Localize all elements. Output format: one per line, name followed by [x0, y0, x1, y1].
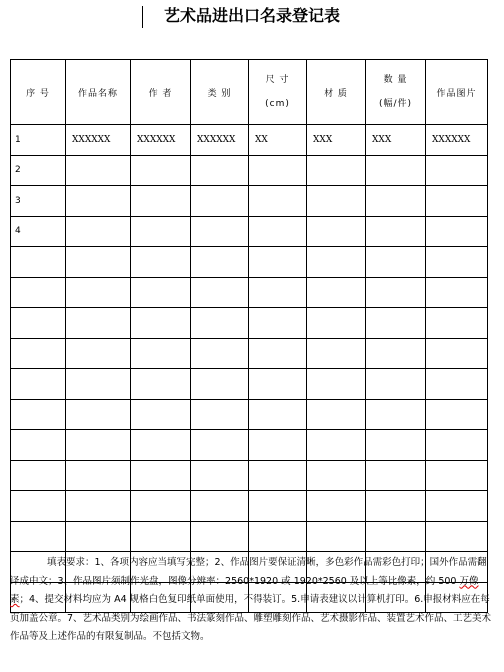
row-author-cell[interactable] — [131, 491, 191, 522]
row-material-cell[interactable] — [307, 430, 366, 461]
row-image-cell[interactable] — [426, 308, 488, 339]
form-title: 艺术品进出口名录登记表 — [163, 6, 340, 25]
table-row — [11, 460, 488, 491]
header-name: 作品名称 — [66, 60, 131, 125]
row-image-cell[interactable] — [426, 491, 488, 522]
row-seq-cell[interactable]: 4 — [11, 216, 66, 247]
row-size-cell[interactable] — [249, 430, 307, 461]
header-image: 作品图片 — [426, 60, 488, 125]
row-material-cell[interactable] — [307, 338, 366, 369]
row-name-cell[interactable] — [66, 338, 131, 369]
row-quantity-cell[interactable] — [366, 277, 426, 308]
row-category-cell[interactable] — [191, 216, 249, 247]
row-author-cell[interactable] — [131, 277, 191, 308]
table-row — [11, 247, 488, 278]
row-category-cell[interactable] — [191, 338, 249, 369]
row-quantity-cell[interactable] — [366, 247, 426, 278]
row-seq-cell[interactable] — [11, 369, 66, 400]
row-image-cell[interactable] — [426, 247, 488, 278]
row-image-cell[interactable] — [426, 521, 488, 552]
row-material-cell[interactable] — [307, 308, 366, 339]
row-category-cell[interactable] — [191, 399, 249, 430]
row-image-cell[interactable] — [426, 155, 488, 186]
row-name-cell[interactable] — [66, 491, 131, 522]
row-name-cell[interactable] — [66, 186, 131, 217]
row-seq-cell[interactable] — [11, 460, 66, 491]
row-seq-cell[interactable]: 3 — [11, 186, 66, 217]
row-category-cell[interactable] — [191, 186, 249, 217]
registration-table — [10, 59, 488, 613]
row-name-cell[interactable] — [66, 399, 131, 430]
row-image-cell[interactable] — [426, 277, 488, 308]
row-quantity-cell[interactable] — [366, 216, 426, 247]
table-row — [11, 155, 488, 186]
table-row — [11, 308, 488, 339]
row-author-cell[interactable]: XXXXXX — [131, 125, 191, 156]
header-category: 类 别 — [191, 60, 249, 125]
row-name-cell[interactable] — [66, 216, 131, 247]
form-instructions — [10, 554, 492, 647]
row-author-cell[interactable] — [131, 369, 191, 400]
row-seq-cell[interactable] — [11, 521, 66, 552]
row-seq-cell[interactable]: 2 — [11, 155, 66, 186]
table-row — [11, 125, 488, 156]
row-author-cell[interactable] — [131, 338, 191, 369]
row-quantity-cell[interactable] — [366, 460, 426, 491]
row-author-cell[interactable] — [131, 216, 191, 247]
row-author-cell[interactable] — [131, 155, 191, 186]
table-row — [11, 521, 488, 552]
row-category-cell[interactable] — [191, 521, 249, 552]
row-category-cell[interactable] — [191, 308, 249, 339]
row-material-cell[interactable] — [307, 186, 366, 217]
table-row — [11, 338, 488, 369]
table-row — [11, 277, 488, 308]
row-size-cell[interactable] — [249, 491, 307, 522]
row-author-cell[interactable] — [131, 460, 191, 491]
header-quantity — [366, 60, 426, 125]
table-row — [11, 399, 488, 430]
instructions-text-1: 填表要求：1、各项内容应当填写完整；2、作品图片要保证清晰，多色彩作品需彩色打印；国外作品需翻译成中文；3、作品图片须制作光盘，图像分辨率：2560*1920 或 1920*2560 及以上等比像素，约 500 — [10, 557, 487, 587]
table-row — [11, 186, 488, 217]
row-seq-cell[interactable] — [11, 430, 66, 461]
row-seq-cell[interactable]: 1 — [11, 125, 66, 156]
row-category-cell[interactable] — [191, 277, 249, 308]
instructions-underlined-term: 万像素 — [10, 575, 479, 605]
row-image-cell[interactable] — [426, 338, 488, 369]
row-name-cell[interactable] — [66, 247, 131, 278]
row-quantity-cell[interactable] — [366, 338, 426, 369]
header-seq: 序 号 — [11, 60, 66, 125]
row-category-cell[interactable] — [191, 460, 249, 491]
row-quantity-cell[interactable] — [366, 369, 426, 400]
row-material-cell[interactable] — [307, 155, 366, 186]
row-quantity-cell[interactable] — [366, 521, 426, 552]
text-cursor — [142, 6, 143, 28]
row-quantity-cell[interactable] — [366, 186, 426, 217]
row-name-cell[interactable] — [66, 308, 131, 339]
header-size-label: 尺 寸 — [265, 75, 290, 85]
row-image-cell[interactable]: XXXXXX — [426, 125, 488, 156]
row-author-cell[interactable] — [131, 521, 191, 552]
row-image-cell[interactable] — [426, 216, 488, 247]
row-category-cell[interactable]: XXXXXX — [191, 125, 249, 156]
row-size-cell[interactable] — [249, 369, 307, 400]
row-size-cell[interactable] — [249, 399, 307, 430]
row-material-cell[interactable] — [307, 491, 366, 522]
row-name-cell[interactable] — [66, 277, 131, 308]
row-image-cell[interactable] — [426, 430, 488, 461]
header-quantity-label: 数 量 — [383, 75, 408, 85]
row-seq-cell[interactable] — [11, 338, 66, 369]
row-author-cell[interactable] — [131, 430, 191, 461]
row-size-cell[interactable] — [249, 186, 307, 217]
row-material-cell[interactable] — [307, 521, 366, 552]
row-size-cell[interactable] — [249, 460, 307, 491]
row-image-cell[interactable] — [426, 460, 488, 491]
row-image-cell[interactable] — [426, 369, 488, 400]
row-size-cell[interactable]: XX — [249, 125, 307, 156]
row-material-cell[interactable] — [307, 369, 366, 400]
row-material-cell[interactable] — [307, 460, 366, 491]
row-material-cell[interactable] — [307, 216, 366, 247]
table-row — [11, 430, 488, 461]
row-material-cell[interactable] — [307, 277, 366, 308]
row-seq-cell[interactable] — [11, 308, 66, 339]
row-author-cell[interactable] — [131, 186, 191, 217]
row-seq-cell[interactable] — [11, 247, 66, 278]
row-size-cell[interactable] — [249, 308, 307, 339]
row-size-cell[interactable] — [249, 216, 307, 247]
row-seq-cell[interactable] — [11, 277, 66, 308]
table-row — [11, 491, 488, 522]
header-quantity-unit: (幅/件) — [378, 99, 413, 109]
row-name-cell[interactable] — [66, 155, 131, 186]
row-quantity-cell[interactable] — [366, 155, 426, 186]
row-quantity-cell[interactable] — [366, 308, 426, 339]
row-category-cell[interactable] — [191, 247, 249, 278]
table-row — [11, 369, 488, 400]
instructions-text-2: ；4、提交材料均应为 A4 规格白色复印纸单面使用，不得装订。5.申请表建议以计算机打印。6.申报材料应在每页加盖公章。7、艺术品类别为绘画作品、书法篆刻作品、雕塑雕刻作品、艺术摄影作品、装置艺术作品、工艺美术作品等及上述作品的有限复制品。不包括文物。 — [10, 594, 492, 642]
row-size-cell[interactable] — [249, 277, 307, 308]
row-category-cell[interactable] — [191, 491, 249, 522]
row-image-cell[interactable] — [426, 399, 488, 430]
header-material: 材 质 — [307, 60, 366, 125]
row-material-cell[interactable]: XXX — [307, 125, 366, 156]
header-author: 作 者 — [131, 60, 191, 125]
row-material-cell[interactable] — [307, 247, 366, 278]
row-category-cell[interactable] — [191, 369, 249, 400]
row-author-cell[interactable] — [131, 399, 191, 430]
row-size-cell[interactable] — [249, 247, 307, 278]
header-size-unit: (cm) — [265, 99, 290, 109]
row-name-cell[interactable] — [66, 460, 131, 491]
row-name-cell[interactable] — [66, 369, 131, 400]
header-size — [249, 60, 307, 125]
header-row — [11, 60, 488, 125]
row-name-cell[interactable]: XXXXXX — [66, 125, 131, 156]
row-author-cell[interactable] — [131, 308, 191, 339]
row-size-cell[interactable] — [249, 338, 307, 369]
row-seq-cell[interactable] — [11, 491, 66, 522]
row-category-cell[interactable] — [191, 430, 249, 461]
row-category-cell[interactable] — [191, 155, 249, 186]
row-quantity-cell[interactable]: XXX — [366, 125, 426, 156]
row-seq-cell[interactable] — [11, 399, 66, 430]
row-name-cell[interactable] — [66, 430, 131, 461]
table-row — [11, 216, 488, 247]
row-quantity-cell[interactable] — [366, 430, 426, 461]
row-author-cell[interactable] — [131, 247, 191, 278]
row-quantity-cell[interactable] — [366, 399, 426, 430]
row-quantity-cell[interactable] — [366, 491, 426, 522]
row-name-cell[interactable] — [66, 521, 131, 552]
row-size-cell[interactable] — [249, 521, 307, 552]
row-size-cell[interactable] — [249, 155, 307, 186]
row-image-cell[interactable] — [426, 186, 488, 217]
row-material-cell[interactable] — [307, 399, 366, 430]
